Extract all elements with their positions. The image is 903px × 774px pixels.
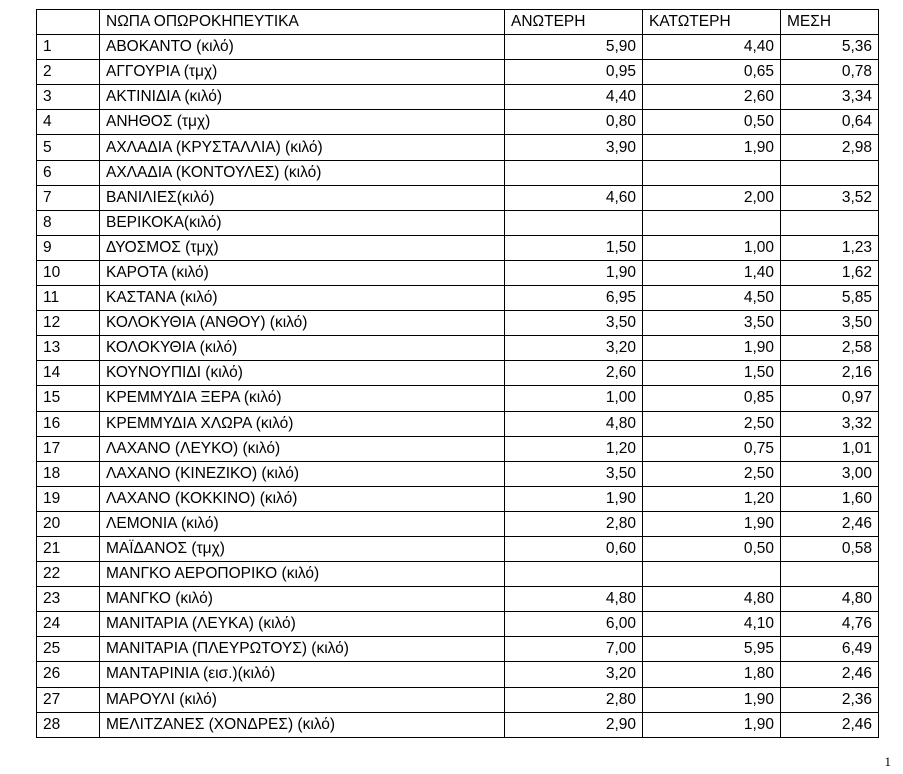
highest-price: 4,40 (505, 85, 643, 110)
highest-price: 2,80 (505, 511, 643, 536)
lowest-price (643, 160, 781, 185)
row-number: 4 (37, 110, 100, 135)
header-product-name: ΝΩΠΑ ΟΠΩΡΟΚΗΠΕΥΤΙΚΑ (100, 10, 505, 35)
product-name: ΜΑΝΙΤΑΡΙΑ (ΛΕΥΚΑ) (κιλό) (100, 612, 505, 637)
row-number: 20 (37, 511, 100, 536)
highest-price: 2,80 (505, 687, 643, 712)
highest-price: 1,50 (505, 235, 643, 260)
row-number: 12 (37, 311, 100, 336)
average-price: 0,97 (781, 386, 879, 411)
average-price: 6,49 (781, 637, 879, 662)
row-number: 2 (37, 60, 100, 85)
average-price: 3,00 (781, 461, 879, 486)
table-body (37, 35, 879, 738)
lowest-price: 2,50 (643, 411, 781, 436)
product-name: ΜΑΝΙΤΑΡΙΑ (ΠΛΕΥΡΩΤΟΥΣ) (κιλό) (100, 637, 505, 662)
average-price: 5,36 (781, 35, 879, 60)
row-number: 10 (37, 260, 100, 285)
row-number: 22 (37, 562, 100, 587)
average-price (781, 562, 879, 587)
highest-price: 2,90 (505, 712, 643, 737)
average-price: 2,98 (781, 135, 879, 160)
lowest-price: 1,90 (643, 712, 781, 737)
highest-price: 6,00 (505, 612, 643, 637)
average-price: 3,32 (781, 411, 879, 436)
row-number: 1 (37, 35, 100, 60)
header-highest-price: ΑΝΩΤΕΡΗ (505, 10, 643, 35)
row-number: 7 (37, 185, 100, 210)
lowest-price: 2,00 (643, 185, 781, 210)
highest-price: 1,90 (505, 486, 643, 511)
table-row (37, 185, 879, 210)
row-number: 5 (37, 135, 100, 160)
lowest-price (643, 210, 781, 235)
table-row (37, 587, 879, 612)
table-row (37, 35, 879, 60)
lowest-price: 4,40 (643, 35, 781, 60)
average-price: 1,23 (781, 235, 879, 260)
lowest-price: 2,50 (643, 461, 781, 486)
average-price: 2,36 (781, 687, 879, 712)
table-row (37, 110, 879, 135)
average-price: 3,52 (781, 185, 879, 210)
table-row (37, 436, 879, 461)
row-number: 26 (37, 662, 100, 687)
product-name: ΚΡΕΜΜΥΔΙΑ ΧΛΩΡΑ (κιλό) (100, 411, 505, 436)
lowest-price: 1,40 (643, 260, 781, 285)
price-table (36, 9, 879, 738)
average-price (781, 160, 879, 185)
row-number: 13 (37, 336, 100, 361)
lowest-price: 1,90 (643, 135, 781, 160)
lowest-price: 1,90 (643, 511, 781, 536)
header-number (37, 10, 100, 35)
lowest-price: 4,50 (643, 286, 781, 311)
table-row (37, 235, 879, 260)
table-row (37, 361, 879, 386)
highest-price: 1,90 (505, 260, 643, 285)
row-number: 28 (37, 712, 100, 737)
row-number: 6 (37, 160, 100, 185)
table-row (37, 210, 879, 235)
row-number: 8 (37, 210, 100, 235)
table-row (37, 60, 879, 85)
highest-price: 3,20 (505, 336, 643, 361)
lowest-price: 5,95 (643, 637, 781, 662)
table-row (37, 286, 879, 311)
product-name: ΑΝΗΘΟΣ (τμχ) (100, 110, 505, 135)
lowest-price: 1,50 (643, 361, 781, 386)
average-price: 0,58 (781, 536, 879, 561)
highest-price: 4,60 (505, 185, 643, 210)
highest-price: 3,50 (505, 461, 643, 486)
product-name: ΜΑΝΓΚΟ (κιλό) (100, 587, 505, 612)
table-row (37, 386, 879, 411)
header-lowest-price: ΚΑΤΩΤΕΡΗ (643, 10, 781, 35)
row-number: 23 (37, 587, 100, 612)
table-row (37, 687, 879, 712)
table-row (37, 637, 879, 662)
product-name: ΜΕΛΙΤΖΑΝΕΣ (ΧΟΝΔΡΕΣ) (κιλό) (100, 712, 505, 737)
lowest-price: 1,20 (643, 486, 781, 511)
table-row (37, 260, 879, 285)
highest-price: 2,60 (505, 361, 643, 386)
average-price: 5,85 (781, 286, 879, 311)
table-row (37, 536, 879, 561)
average-price: 4,80 (781, 587, 879, 612)
lowest-price: 0,50 (643, 110, 781, 135)
highest-price: 3,50 (505, 311, 643, 336)
product-name: ΔΥΟΣΜΟΣ (τμχ) (100, 235, 505, 260)
row-number: 18 (37, 461, 100, 486)
product-name: ΑΧΛΑΔΙΑ (ΚΟΝΤΟΥΛΕΣ) (κιλό) (100, 160, 505, 185)
average-price: 2,46 (781, 662, 879, 687)
average-price: 4,76 (781, 612, 879, 637)
product-name: ΛΑΧΑΝΟ (ΚΙΝΕΖΙΚΟ) (κιλό) (100, 461, 505, 486)
highest-price: 1,00 (505, 386, 643, 411)
page-number: 1 (884, 754, 891, 769)
average-price: 3,50 (781, 311, 879, 336)
lowest-price: 0,85 (643, 386, 781, 411)
average-price: 2,16 (781, 361, 879, 386)
average-price: 0,78 (781, 60, 879, 85)
product-name: ΒΕΡΙΚΟΚΑ(κιλό) (100, 210, 505, 235)
highest-price (505, 210, 643, 235)
product-name: ΑΚΤΙΝΙΔΙΑ (κιλό) (100, 85, 505, 110)
table-row (37, 461, 879, 486)
highest-price (505, 562, 643, 587)
product-name: ΜΑΝΤΑΡΙΝΙΑ (εισ.)(κιλό) (100, 662, 505, 687)
highest-price: 3,20 (505, 662, 643, 687)
table-row (37, 486, 879, 511)
product-name: ΜΑΡΟΥΛΙ (κιλό) (100, 687, 505, 712)
lowest-price: 1,90 (643, 336, 781, 361)
table-row (37, 562, 879, 587)
highest-price: 7,00 (505, 637, 643, 662)
product-name: ΚΟΛΟΚΥΘΙΑ (κιλό) (100, 336, 505, 361)
highest-price: 4,80 (505, 587, 643, 612)
product-name: ΛΑΧΑΝΟ (ΛΕΥΚΟ) (κιλό) (100, 436, 505, 461)
product-name: ΚΑΡΟΤΑ (κιλό) (100, 260, 505, 285)
row-number: 25 (37, 637, 100, 662)
average-price: 1,60 (781, 486, 879, 511)
product-name: ΜΑΪΔΑΝΟΣ (τμχ) (100, 536, 505, 561)
lowest-price: 4,80 (643, 587, 781, 612)
product-name: ΒΑΝΙΛΙΕΣ(κιλό) (100, 185, 505, 210)
average-price: 0,64 (781, 110, 879, 135)
row-number: 17 (37, 436, 100, 461)
product-name: ΜΑΝΓΚΟ ΑΕΡΟΠΟΡΙΚΟ (κιλό) (100, 562, 505, 587)
highest-price: 3,90 (505, 135, 643, 160)
row-number: 27 (37, 687, 100, 712)
lowest-price: 0,65 (643, 60, 781, 85)
row-number: 21 (37, 536, 100, 561)
table-row (37, 160, 879, 185)
row-number: 14 (37, 361, 100, 386)
average-price: 2,46 (781, 511, 879, 536)
average-price: 2,46 (781, 712, 879, 737)
table-header-row (37, 10, 879, 35)
row-number: 9 (37, 235, 100, 260)
highest-price: 0,60 (505, 536, 643, 561)
table-row (37, 511, 879, 536)
table-row (37, 135, 879, 160)
row-number: 24 (37, 612, 100, 637)
header-average-price: ΜΕΣΗ (781, 10, 879, 35)
row-number: 3 (37, 85, 100, 110)
average-price: 2,58 (781, 336, 879, 361)
highest-price: 0,80 (505, 110, 643, 135)
product-name: ΚΟΛΟΚΥΘΙΑ (ΑΝΘΟΥ) (κιλό) (100, 311, 505, 336)
lowest-price (643, 562, 781, 587)
product-name: ΚΡΕΜΜΥΔΙΑ ΞΕΡΑ (κιλό) (100, 386, 505, 411)
average-price: 3,34 (781, 85, 879, 110)
row-number: 16 (37, 411, 100, 436)
highest-price: 4,80 (505, 411, 643, 436)
product-name: ΑΒΟΚΑΝΤΟ (κιλό) (100, 35, 505, 60)
row-number: 15 (37, 386, 100, 411)
highest-price (505, 160, 643, 185)
product-name: ΚΑΣΤΑΝΑ (κιλό) (100, 286, 505, 311)
average-price: 1,62 (781, 260, 879, 285)
average-price (781, 210, 879, 235)
product-name: ΑΧΛΑΔΙΑ (ΚΡΥΣΤΑΛΛΙΑ) (κιλό) (100, 135, 505, 160)
average-price: 1,01 (781, 436, 879, 461)
product-name: ΛΑΧΑΝΟ (ΚΟΚΚΙΝΟ) (κιλό) (100, 486, 505, 511)
product-name: ΛΕΜΟΝΙΑ (κιλό) (100, 511, 505, 536)
table-row (37, 85, 879, 110)
table-row (37, 411, 879, 436)
lowest-price: 0,50 (643, 536, 781, 561)
table-row (37, 311, 879, 336)
row-number: 11 (37, 286, 100, 311)
lowest-price: 4,10 (643, 612, 781, 637)
table-row (37, 712, 879, 737)
lowest-price: 1,80 (643, 662, 781, 687)
lowest-price: 1,00 (643, 235, 781, 260)
lowest-price: 2,60 (643, 85, 781, 110)
highest-price: 1,20 (505, 436, 643, 461)
highest-price: 5,90 (505, 35, 643, 60)
table-row (37, 336, 879, 361)
lowest-price: 0,75 (643, 436, 781, 461)
lowest-price: 1,90 (643, 687, 781, 712)
highest-price: 0,95 (505, 60, 643, 85)
table-row (37, 662, 879, 687)
product-name: ΚΟΥΝΟΥΠΙΔΙ (κιλό) (100, 361, 505, 386)
table-row (37, 612, 879, 637)
highest-price: 6,95 (505, 286, 643, 311)
lowest-price: 3,50 (643, 311, 781, 336)
row-number: 19 (37, 486, 100, 511)
product-name: ΑΓΓΟΥΡΙΑ (τμχ) (100, 60, 505, 85)
